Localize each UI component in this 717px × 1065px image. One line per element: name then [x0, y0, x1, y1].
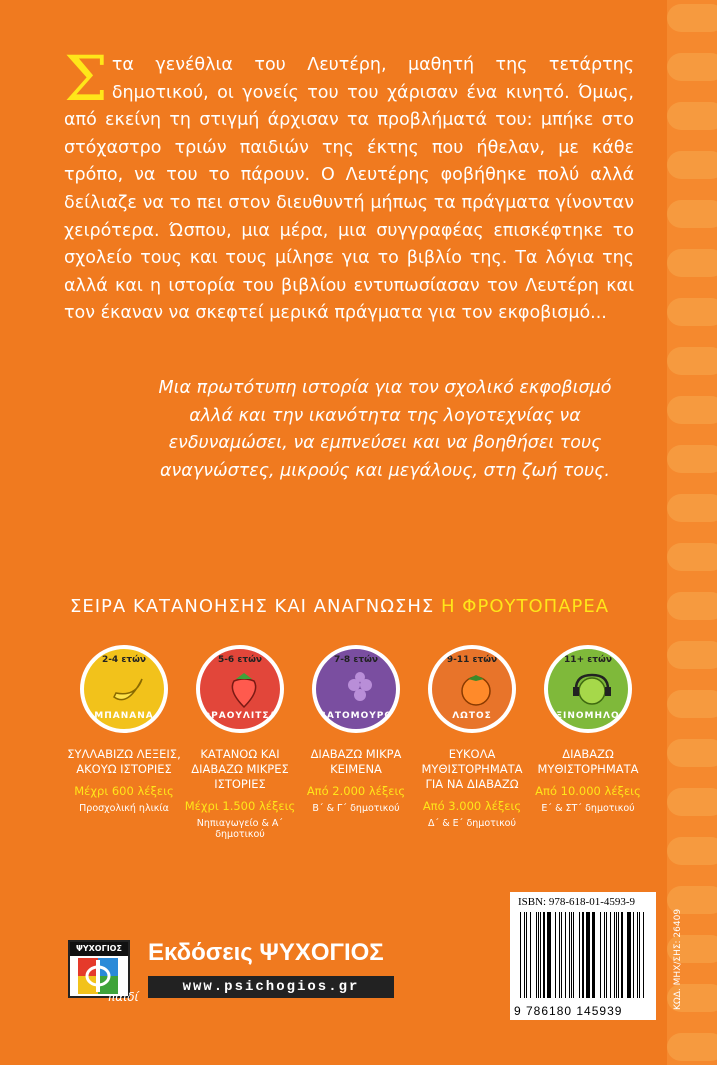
level-word-count: Από 2.000 λέξεις — [306, 784, 406, 798]
edge-tab — [667, 151, 717, 179]
level-grade: Προσχολική ηλικία — [79, 803, 169, 814]
badge-name: ΜΠΑΝΑΝΑ — [94, 711, 154, 721]
level-banana — [66, 645, 182, 814]
barcode-bar — [549, 912, 550, 998]
level-strawberry — [182, 645, 298, 840]
series-title — [70, 596, 650, 617]
badge-age: 2-4 ετών — [101, 655, 147, 665]
edge-tab — [667, 690, 717, 718]
edge-tab — [667, 53, 717, 81]
isbn-text: ISBN: 978-618-01-4593-9 — [518, 896, 636, 908]
edge-tab — [667, 102, 717, 130]
badge-age: 5-6 ετών — [217, 655, 263, 665]
edge-tab — [667, 592, 717, 620]
strawberry-badge — [196, 645, 284, 733]
level-blackberry — [298, 645, 414, 814]
barcode-bar — [540, 912, 541, 998]
lotus-fruit-icon — [454, 667, 498, 711]
barcode-bar — [555, 912, 556, 998]
strawberry-icon — [222, 667, 266, 711]
back-cover-blurb — [64, 42, 634, 328]
barcode-bar — [610, 912, 611, 998]
barcode-bar — [639, 912, 640, 998]
barcode-bar — [643, 912, 644, 998]
badge-name: ΛΩΤΟΣ — [452, 711, 492, 721]
level-grade: Δ΄ & Ε΄ δημοτικού — [427, 818, 516, 829]
level-word-count: Από 3.000 λέξεις — [422, 799, 522, 813]
barcode-bar — [600, 912, 601, 998]
level-skill: ΔΙΑΒΑΖΩ ΜΙΚΡΑ ΚΕΙΜΕΝΑ — [310, 747, 402, 776]
tagline: Μια πρωτότυπη ιστορία για τον σχολικό εκφοβισμό αλλά και την ικανότητα της λογοτεχνίας να ενδυναμώσει, να εμπνεύσει και να βοηθήσει τους αναγνώστες, μικρούς και μεγάλους, στη ζωή τους. — [158, 378, 612, 481]
barcode — [510, 892, 656, 1020]
edge-tab — [667, 739, 717, 767]
green-apple-icon — [570, 667, 614, 711]
lotus-badge — [428, 645, 516, 733]
edge-tab — [667, 445, 717, 473]
barcode-bar — [561, 912, 562, 998]
edge-tab — [667, 249, 717, 277]
edge-tab — [667, 788, 717, 816]
quince-badge — [544, 645, 632, 733]
barcode-bar — [633, 912, 634, 998]
level-word-count: Μέχρι 600 λέξεις — [74, 784, 174, 798]
barcode-bar — [582, 912, 583, 998]
banana-icon — [106, 667, 150, 711]
barcode-bar — [621, 912, 622, 998]
badge-age: 9-11 ετών — [446, 655, 498, 665]
badge-name: ΞΙΝΟΜΗΛΟ — [556, 711, 620, 721]
barcode-bar — [526, 912, 527, 998]
blackberry-badge — [312, 645, 400, 733]
barcode-bar — [579, 912, 580, 998]
level-skill: ΕΥΚΟΛΑ ΜΥΘΙΣΤΟΡΗΜΑΤΑ ΓΙΑ ΝΑ ΔΙΑΒΑΖΩ — [421, 747, 523, 791]
level-lotus — [414, 645, 530, 829]
edge-tab — [667, 347, 717, 375]
drop-cap: Σ — [64, 42, 108, 115]
logo-top-text: ΨΥΧΟΓΙΟΣ — [70, 942, 128, 956]
barcode-bar — [618, 912, 619, 998]
edge-tab — [667, 298, 717, 326]
level-skill: ΚΑΤΑΝΟΩ ΚΑΙ ΔΙΑΒΑΖΩ ΜΙΚΡΕΣ ΙΣΤΟΡΙΕΣ — [191, 747, 289, 791]
level-quince — [530, 645, 646, 814]
product-code: ΚΩΔ. ΜΗΧ/ΣΗΣ: 26409 — [673, 908, 683, 1010]
barcode-bar — [520, 912, 521, 998]
level-word-count: Από 10.000 λέξεις — [535, 784, 641, 798]
reading-levels — [66, 645, 646, 845]
barcode-bar — [565, 912, 566, 998]
barcode-bar — [573, 912, 574, 998]
barcode-bar — [594, 912, 595, 998]
barcode-digits: 9 786180 145939 — [514, 1004, 623, 1018]
badge-name: ΒΑΤΟΜΟΥΡΟ — [319, 711, 393, 721]
banana-badge — [80, 645, 168, 733]
level-skill: ΔΙΑΒΑΖΩ ΜΥΘΙΣΤΟΡΗΜΑΤΑ — [537, 747, 639, 776]
level-grade: Β΄ & Γ΄ δημοτικού — [312, 803, 400, 814]
barcode-bar — [606, 912, 607, 998]
level-word-count: Μέχρι 1.500 λέξεις — [184, 799, 296, 813]
series-title-highlight: Η ΦΡΟΥΤΟΠΑΡΕΑ — [441, 596, 610, 617]
level-grade: Ε΄ & ΣΤ΄ δημοτικού — [541, 803, 635, 814]
level-grade: Νηπιαγωγείο & Α΄ δημοτικού — [196, 818, 284, 840]
edge-tab — [667, 641, 717, 669]
barcode-bars — [520, 912, 646, 998]
edge-tab — [667, 494, 717, 522]
edge-tab — [667, 200, 717, 228]
logo-sub-text: παιδί — [108, 990, 139, 1004]
series-title-main: ΣΕΙΡΑ ΚΑΤΑΝΟΗΣΗΣ ΚΑΙ ΑΝΑΓΝΩΣΗΣ — [70, 596, 435, 617]
barcode-bar — [629, 912, 630, 998]
barcode-bar — [530, 912, 531, 998]
publisher-name: Εκδόσεις ΨΥΧΟΓΙΟΣ — [148, 939, 384, 966]
level-skill: ΣΥΛΛΑΒΙΖΩ ΛΕΞΕΙΣ, ΑΚΟΥΩ ΙΣΤΟΡΙΕΣ — [67, 747, 181, 776]
badge-age: 11+ ετών — [564, 655, 612, 665]
publisher-website: www.psichogios.gr — [148, 976, 394, 998]
badge-name: ΦΡΑΟΥΛΙΤΣΑ — [202, 711, 278, 721]
edge-tab — [667, 837, 717, 865]
phi-logo-icon — [78, 958, 118, 994]
edge-tab — [667, 1033, 717, 1061]
blurb-text: τα γενέθλια του Λευτέρη, μαθητή της τετάρτης δημοτικού, οι γονείς του του χάρισαν ένα κινητό. Όμως, από εκείνη τη στιγμή άρχισαν τα προβλήματά του: μπήκε στο στόχαστρο τριών παιδιών της έκτης που ήθελαν, με κάθε τρόπο, να του το πάρουν. Ο Λευτέρης φοβήθηκε πολύ αλλά δείλιαζε να το πει στον διευθυντή μήπως τα πράγματα γίνονταν χειρότερα. Ώσπου, μια μέρα, μια συγγραφέας επισκέφτηκε το σχολείο τους και τους μίλησε για το βιβλίο της. Τα λόγια της αλλά και η ιστορία του βιβλίου εντυπωσίασαν τον Λευτέρη και τον έκαναν να σκεφτεί μερικά πράγματα για τον εκφοβισμό... — [64, 55, 634, 324]
edge-tab — [667, 543, 717, 571]
barcode-bar — [543, 912, 544, 998]
blackberry-icon — [338, 667, 382, 711]
badge-age: 7-8 ετών — [333, 655, 379, 665]
edge-tab — [667, 4, 717, 32]
page-edge-tabs — [667, 0, 717, 1065]
edge-tab — [667, 396, 717, 424]
barcode-bar — [588, 912, 589, 998]
